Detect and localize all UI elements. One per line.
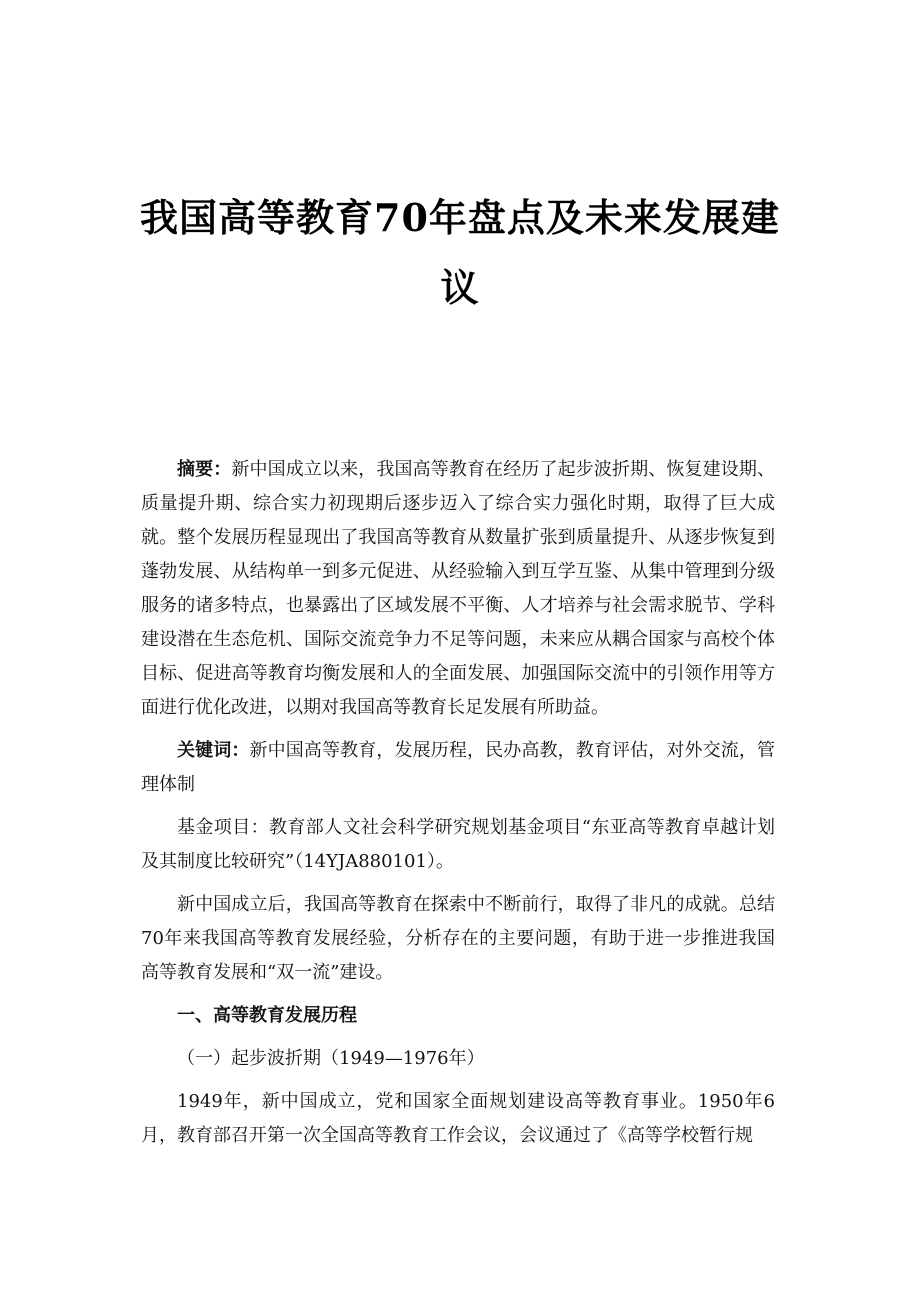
document-title: [130, 183, 790, 323]
document-body: [141, 453, 775, 1162]
abstract-text: 新中国成立以来，我国高等教育在经历了起步波折期、恢复建设期、质量提升期、综合实力初现期后逐步迈入了综合实力强化时期，取得了巨大成就。整个发展历程显现出了我国高等教育从数量扩张到质量提升、从逐步恢复到蓬勃发展、从结构单一到多元促进、从经验输入到互学互鉴、从集中管理到分级服务的诸多特点，也暴露出了区域发展不平衡、人才培养与社会需求脱节、学科建设潜在生态危机、国际交流竞争力不足等问题，未来应从耦合国家与高校个体目标、促进高等教育均衡发展和人的全面发展、加强国际交流中的引领作用等方面进行优化改进，以期对我国高等教育长足发展有所助益。: [141, 459, 775, 718]
abstract-label: 摘要：: [177, 459, 232, 480]
keywords-label: 关键词：: [177, 740, 250, 761]
fund-paragraph: 基金项目：教育部人文社会科学研究规划基金项目“东亚高等教育卓越计划及其制度比较研究”（14YJA880101）。: [141, 817, 775, 872]
intro-paragraph: 新中国成立后，我国高等教育在探索中不断前行，取得了非凡的成就。总结70年来我国高等教育发展经验，分析存在的主要问题，有助于进一步推进我国高等教育发展和“双一流”建设。: [141, 894, 775, 983]
section-heading: 一、高等教育发展历程: [177, 1005, 357, 1026]
keywords-text: 新中国高等教育，发展历程，民办高教，教育评估，对外交流，管理体制: [141, 740, 775, 795]
keywords-paragraph: [141, 734, 775, 802]
title-line-1: 我国高等教育70年盘点及未来发展建: [140, 195, 780, 240]
body-paragraph: 1949年，新中国成立，党和国家全面规划建设高等教育事业。1950年6月，教育部召开第一次全国高等教育工作会议，会议通过了《高等学校暂行规: [141, 1091, 775, 1146]
abstract-paragraph: [141, 453, 775, 725]
subsection-heading: （一）起步波折期（1949—1976年）: [177, 1048, 485, 1069]
title-line-2: 议: [440, 265, 480, 310]
